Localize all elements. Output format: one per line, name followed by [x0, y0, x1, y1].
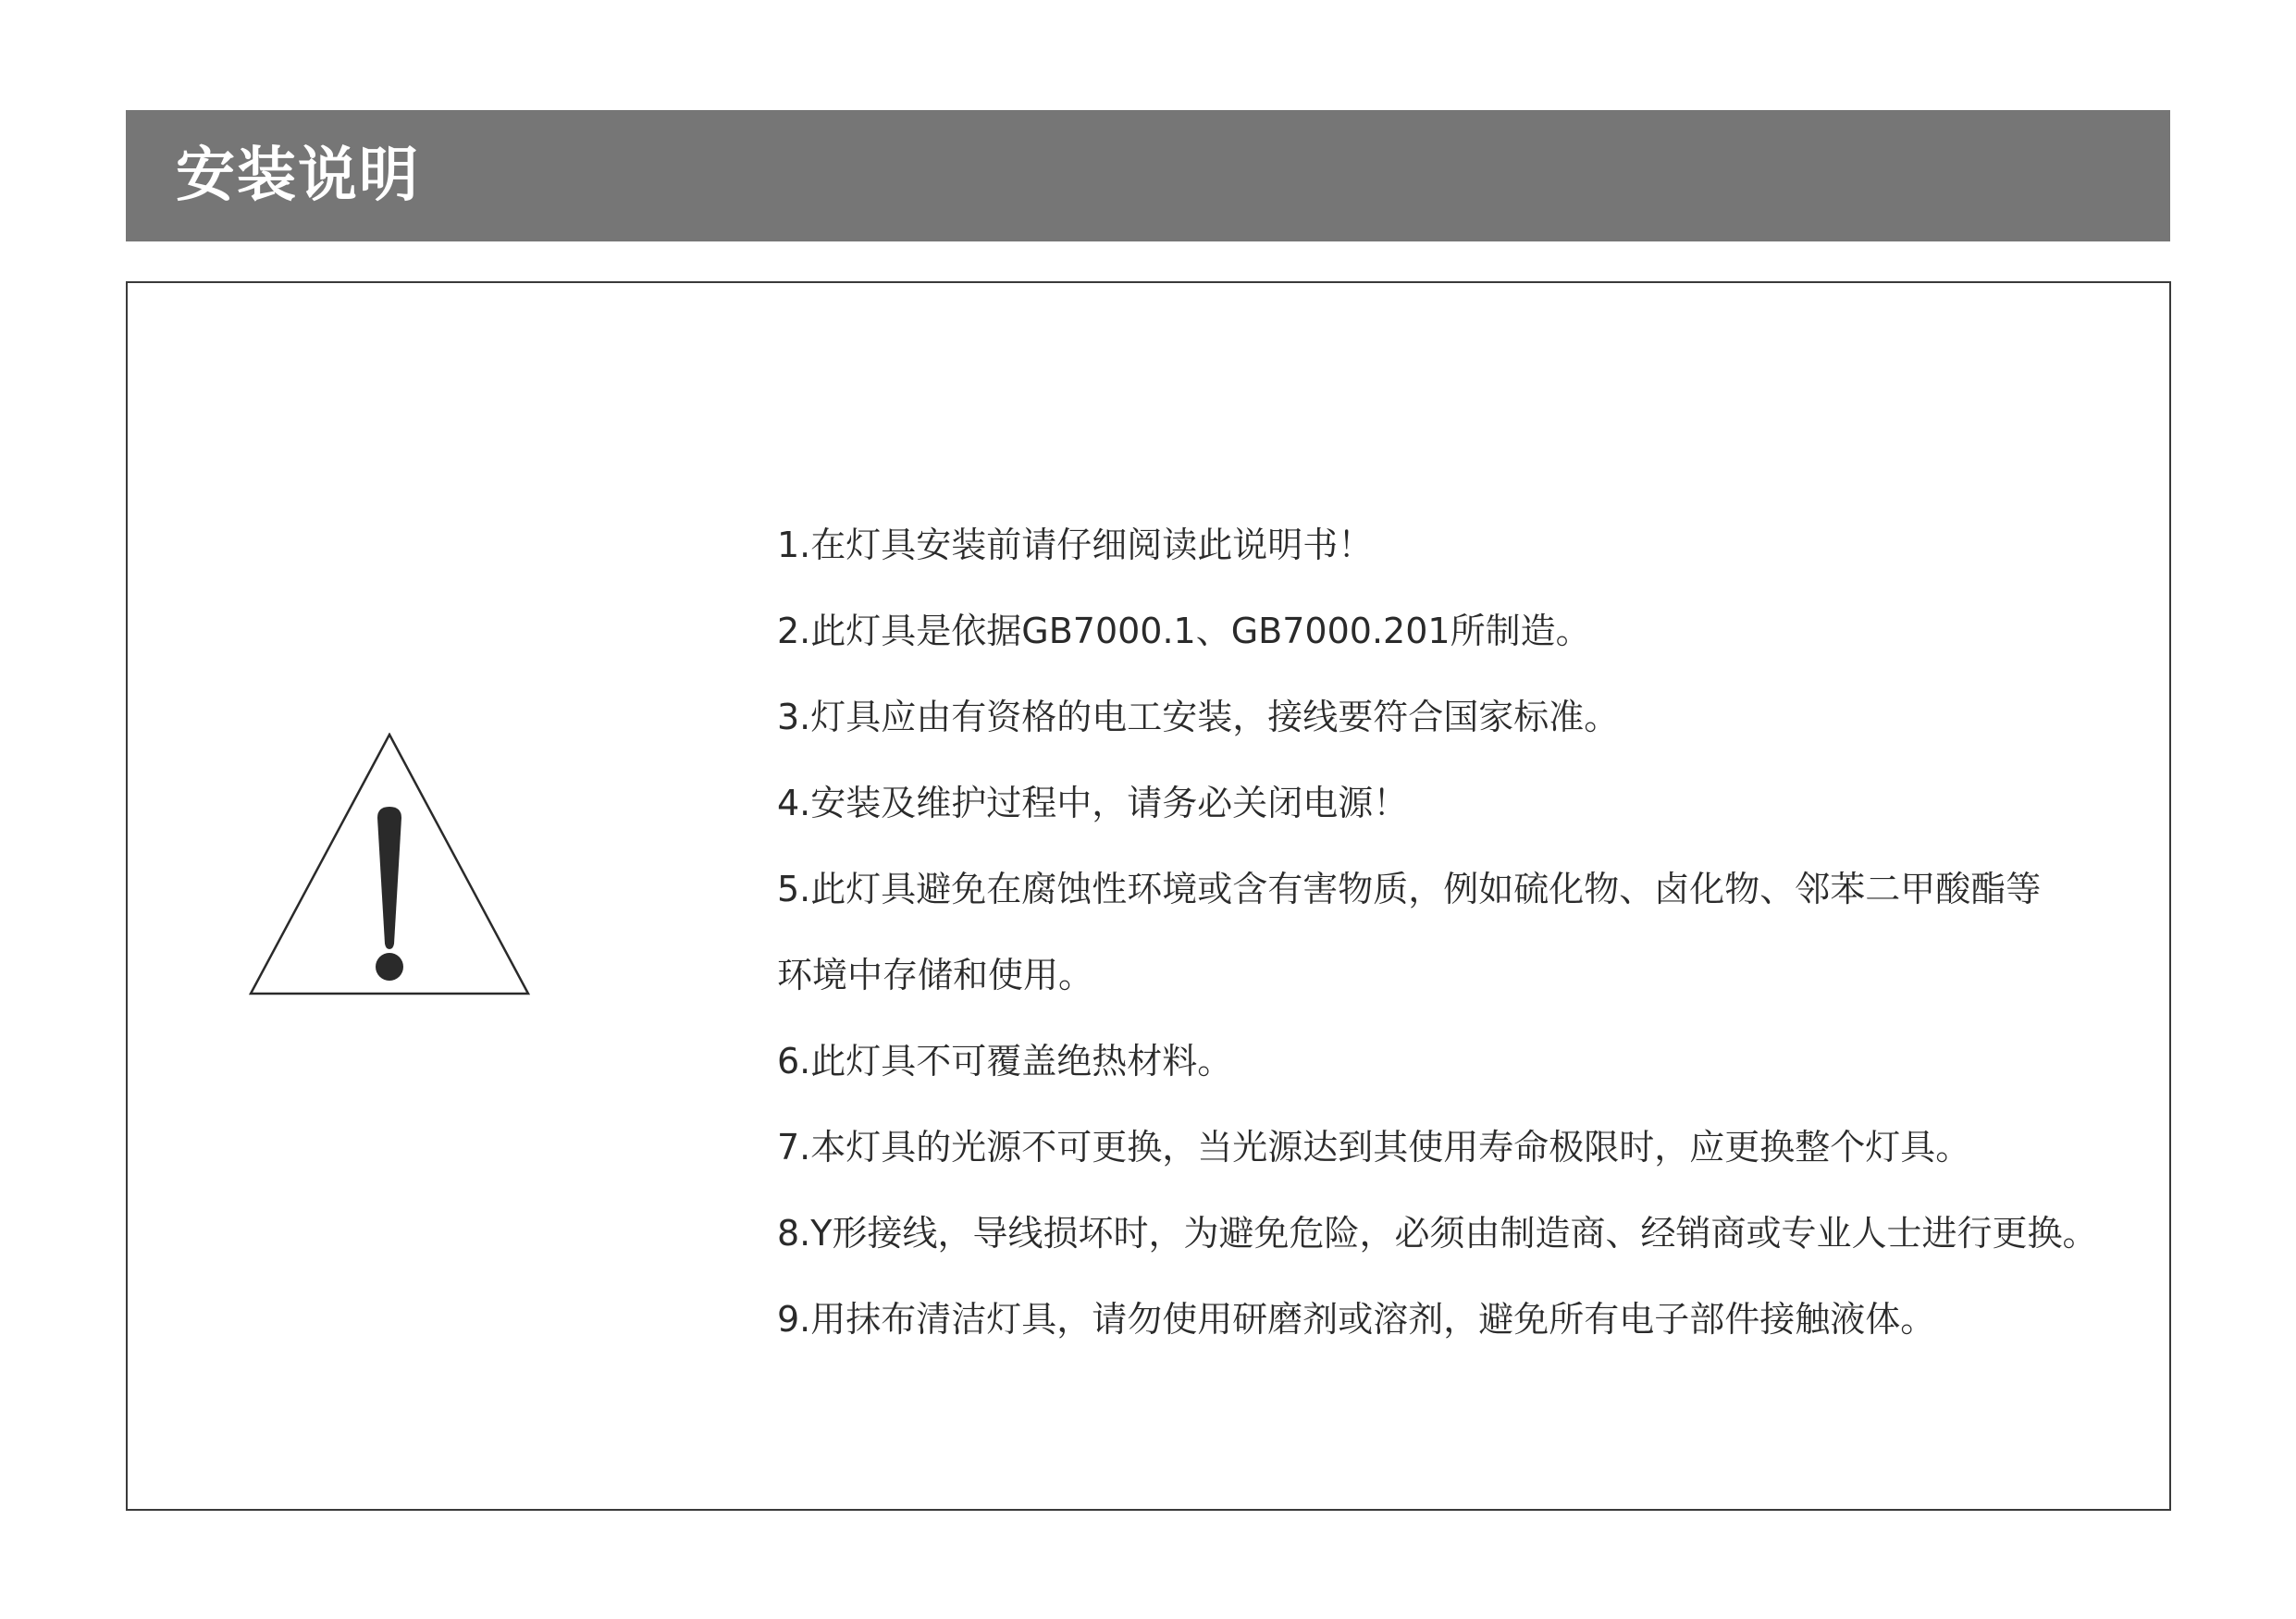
instruction-list — [777, 502, 2146, 1363]
instruction-item: 7.本灯具的光源不可更换，当光源达到其使用寿命极限时，应更换整个灯具。 — [777, 1127, 1971, 1168]
page-title: 安装说明 — [176, 142, 420, 210]
instruction-item: 6.此灯具不可覆盖绝热材料。 — [777, 1041, 1233, 1081]
instruction-item: 1.在灯具安装前请仔细阅读此说明书！ — [777, 525, 1374, 565]
instruction-item: 5.此灯具避免在腐蚀性环境或含有害物质，例如硫化物、卤化物、邻苯二甲酸酯等 — [777, 869, 2042, 909]
instruction-item: 8.Y形接线，导线损坏时，为避免危险，必须由制造商、经销商或专业人士进行更换。 — [777, 1213, 2098, 1254]
instruction-item-continuation: 环境中存储和使用。 — [777, 955, 1094, 995]
warning-icon — [248, 733, 531, 995]
instruction-item: 3.灯具应由有资格的电工安装，接线要符合国家标准。 — [777, 697, 1620, 737]
header-bar — [126, 110, 2170, 241]
instructions-panel — [126, 281, 2171, 1511]
instruction-item: 4.安装及维护过程中，请务必关闭电源！ — [777, 783, 1409, 823]
instruction-item: 2.此灯具是依据GB7000.1、GB7000.201所制造。 — [777, 611, 1591, 651]
instruction-item: 9.用抹布清洁灯具，请勿使用研磨剂或溶剂，避免所有电子部件接触液体。 — [777, 1299, 1936, 1340]
